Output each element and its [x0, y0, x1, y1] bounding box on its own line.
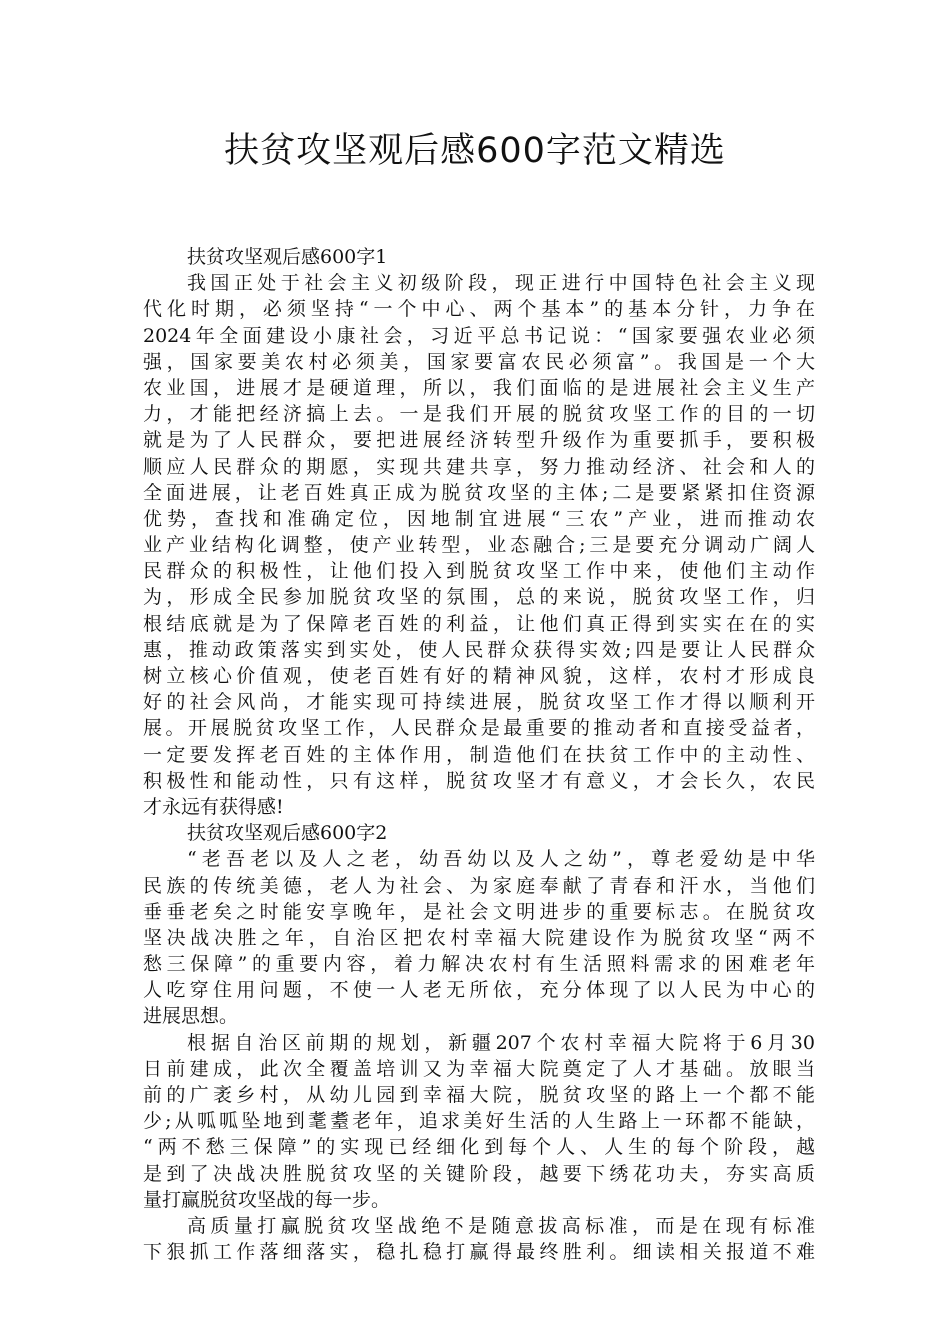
text-line: 惠，推动政策落实到实处，使人民群众获得实效;四是要让人民群众	[143, 638, 815, 661]
text-line: 量打赢脱贫攻坚战的每一步。	[143, 1188, 391, 1211]
text-line: 才永远有获得感!	[143, 795, 284, 818]
text-line: 顺应人民群众的期愿，实现共建共享，努力推动经济、社会和人的	[143, 455, 815, 478]
text-line: 强，国家要美农村必须美，国家要富农民必须富”。我国是一个大	[143, 350, 815, 373]
text-line: 前的广袤乡村，从幼儿园到幸福大院，脱贫攻坚的路上一个都不能	[143, 1084, 815, 1106]
text-line: 少;从呱呱坠地到耄耋老年，追求美好生活的人生路上一环都不能缺，	[143, 1110, 815, 1133]
text-line: 根据自治区前期的规划，新疆207个农村幸福大院将于6月30	[187, 1031, 815, 1054]
text-line: 农业国，进展才是硬道理，所以，我们面临的是进展社会主义生产	[143, 376, 815, 399]
document-body	[143, 244, 815, 1265]
text-line: 为，形成全民参加脱贫攻坚的氛围，总的来说，脱贫攻坚工作，归	[143, 586, 815, 609]
text-line: 人吃穿住用问题，不使一人老无所依，充分体现了以人民为中心的	[143, 979, 815, 1002]
text-line: 好的社会风尚，才能实现可持续进展，脱贫攻坚工作才得以顺利开	[143, 691, 815, 714]
text-line: 代化时期，必须坚持“一个中心、两个基本”的基本分针，力争在	[143, 298, 815, 321]
text-line: 一定要发挥老百姓的主体作用，制造他们在扶贫工作中的主动性、	[143, 743, 815, 766]
document-title: 扶贫攻坚观后感600字范文精选	[224, 131, 726, 171]
text-line: 垂垂老矣之时能安享晚年，是社会文明进步的重要标志。在脱贫攻	[143, 900, 815, 923]
text-line: 2024年全面建设小康社会，习近平总书记说：“国家要强农业必须	[143, 324, 815, 347]
text-line: 业产业结构化调整，使产业转型，业态融合;三是要充分调动广阔人	[143, 534, 815, 557]
text-line: 民族的传统美德，老人为社会、为家庭奉献了青春和汗水，当他们	[143, 874, 815, 897]
section-heading-1: 扶贫攻坚观后感600字1	[187, 246, 388, 268]
section-heading-2: 扶贫攻坚观后感600字2	[187, 822, 388, 845]
text-line: 优势，查找和准确定位，因地制宜进展“三农”产业，进而推动农	[143, 507, 815, 530]
text-line: 是到了决战决胜脱贫攻坚的关键阶段，越要下绣花功夫，夯实高质	[143, 1162, 815, 1185]
text-line: 民群众的积极性，让他们投入到脱贫攻坚工作中来，使他们主动作	[143, 560, 815, 583]
text-line: 就是为了人民群众，要把进展经济转型升级作为重要抓手，要积极	[143, 429, 815, 452]
text-line: “两不愁三保障”的实现已经细化到每个人、人生的每个阶段，越	[143, 1136, 815, 1159]
text-line: 日前建成，此次全覆盖培训又为幸福大院奠定了人才基础。放眼当	[143, 1057, 815, 1080]
text-line: 坚决战决胜之年，自治区把农村幸福大院建设作为脱贫攻坚“两不	[143, 926, 815, 949]
text-line: “老吾老以及人之老，幼吾幼以及人之幼”，尊老爱幼是中华	[187, 848, 815, 871]
text-line: 树立核心价值观，使老百姓有好的精神风貌，这样，农村才形成良	[143, 665, 815, 687]
text-line: 积极性和能动性，只有这样，脱贫攻坚才有意义，才会长久，农民	[143, 769, 815, 792]
text-line: 我国正处于社会主义初级阶段，现正进行中国特色社会主义现	[187, 272, 815, 295]
text-line: 展。开展脱贫攻坚工作，人民群众是最重要的推动者和直接受益者，	[143, 717, 815, 740]
text-line: 进展思想。	[143, 1005, 239, 1028]
text-line: 根结底就是为了保障老百姓的利益，让他们真正得到实实在在的实	[143, 612, 815, 635]
text-line: 愁三保障”的重要内容，着力解决农村有生活照料需求的困难老年	[143, 953, 815, 976]
text-line: 高质量打赢脱贫攻坚战绝不是随意拔高标准，而是在现有标准	[187, 1214, 815, 1237]
text-line: 下狠抓工作落细落实，稳扎稳打赢得最终胜利。细读相关报道不难	[143, 1241, 815, 1264]
text-line: 全面进展，让老百姓真正成为脱贫攻坚的主体;二是要紧紧扣住资源	[143, 481, 815, 504]
text-line: 力，才能把经济搞上去。一是我们开展的脱贫攻坚工作的目的一切	[143, 403, 815, 426]
